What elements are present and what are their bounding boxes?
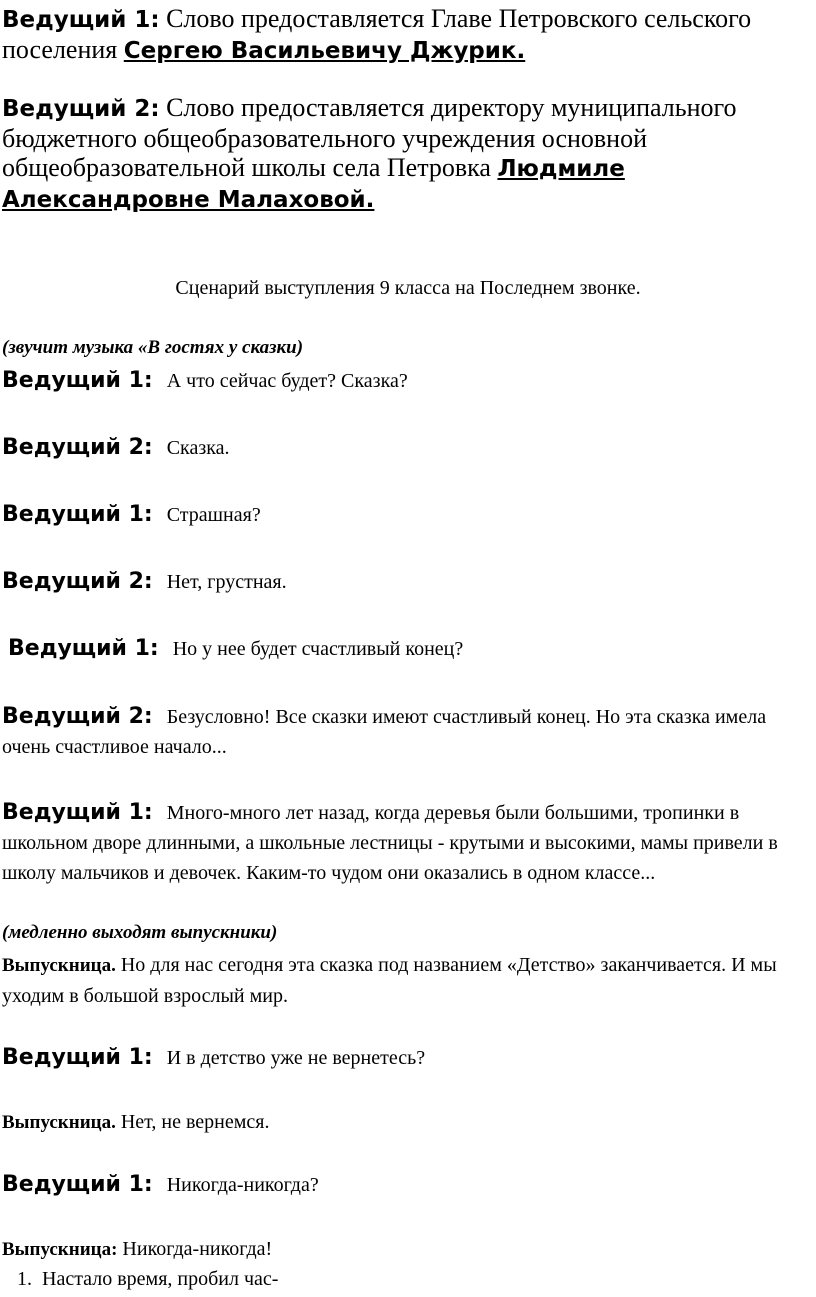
stage-direction-music: (звучит музыка «В гостях у сказки): [2, 337, 304, 358]
list-item: [2, 1264, 278, 1294]
speaker-label: Ведущий 1:: [2, 1045, 153, 1070]
dialog-line-4: [2, 567, 287, 597]
speaker-label: Ведущий 2:: [2, 96, 160, 122]
list-text: Настало время, пробил час-: [42, 1268, 279, 1290]
dialog-line-5: [8, 634, 463, 664]
dialog-text: Много-много лет назад, когда деревья были большими, тропинки в школьном дворе длинными, а школьные лестницы - крутыми и высокими, мамы привели в школу мальчиков и девочек. Каким-то чудом они оказались в одном классе...: [2, 802, 778, 884]
speaker-label: Выпускница.: [2, 955, 116, 976]
dialog-line-8: [2, 1043, 425, 1073]
script-title: Сценарий выступления 9 класса на Последнем звонке.: [175, 277, 641, 299]
speaker-label: Ведущий 1:: [2, 7, 160, 33]
speaker-label: Выпускница:: [2, 1239, 118, 1260]
dialog-text: А что сейчас будет? Сказка?: [166, 370, 408, 392]
dialog-text: Сказка.: [166, 437, 230, 459]
graduate-line-1: [2, 950, 814, 1011]
dialog-line-9: [2, 1170, 319, 1200]
intro-text: Слово предоставляется Главе Петровского сельского поселения: [2, 4, 752, 64]
intro-paragraph-2: [2, 93, 814, 215]
speaker-label: Ведущий 2:: [2, 704, 153, 729]
honoree-name: Людмиле Александровне Малаховой.: [2, 156, 625, 213]
intro-paragraph-1: [2, 4, 814, 66]
dialog-text: Никогда-никогда?: [166, 1174, 319, 1196]
dialog-text: Но для нас сегодня эта сказка под названием «Детство» заканчивается. И мы уходим в большой взрослый мир.: [2, 954, 777, 1007]
dialog-line-2: [2, 433, 230, 463]
dialog-text: Никогда-никогда!: [117, 1238, 273, 1260]
dialog-text: Нет, грустная.: [166, 571, 287, 593]
speaker-label: Ведущий 1:: [2, 1172, 153, 1197]
speaker-label: Ведущий 2:: [2, 569, 153, 594]
dialog-line-7: [2, 798, 814, 888]
graduate-line-3: [2, 1234, 272, 1265]
stage-direction-exit: (медленно выходят выпускники): [2, 922, 278, 943]
speaker-label: Ведущий 2:: [2, 435, 153, 460]
intro-text: Слово предоставляется директору муниципального бюджетного общеобразовательного учреждения основной общеобразовательной школы села Петровка: [2, 93, 737, 182]
dialog-text: Нет, не вернемся.: [115, 1111, 270, 1133]
graduate-line-2: [2, 1107, 270, 1138]
dialog-text: И в детство уже не вернетесь?: [166, 1047, 426, 1069]
dialog-text: Безусловно! Все сказки имеют счастливый конец. Но эта сказка имела очень счастливое начало...: [2, 706, 767, 758]
dialog-text: Но у нее будет счастливый конец?: [172, 638, 464, 660]
speaker-label: Ведущий 1:: [2, 368, 153, 393]
speaker-label: Ведущий 1:: [2, 502, 153, 527]
honoree-name: Сергею Васильевичу Джурик.: [123, 38, 526, 64]
list-number: 1.: [17, 1268, 32, 1290]
speaker-label: Ведущий 1:: [2, 800, 153, 825]
dialog-line-6: [2, 702, 814, 762]
dialog-line-1: [2, 366, 408, 396]
speaker-label: Ведущий 1:: [8, 636, 159, 661]
dialog-text: Страшная?: [166, 504, 261, 526]
speaker-label: Выпускница.: [2, 1112, 116, 1133]
dialog-line-3: [2, 500, 261, 530]
